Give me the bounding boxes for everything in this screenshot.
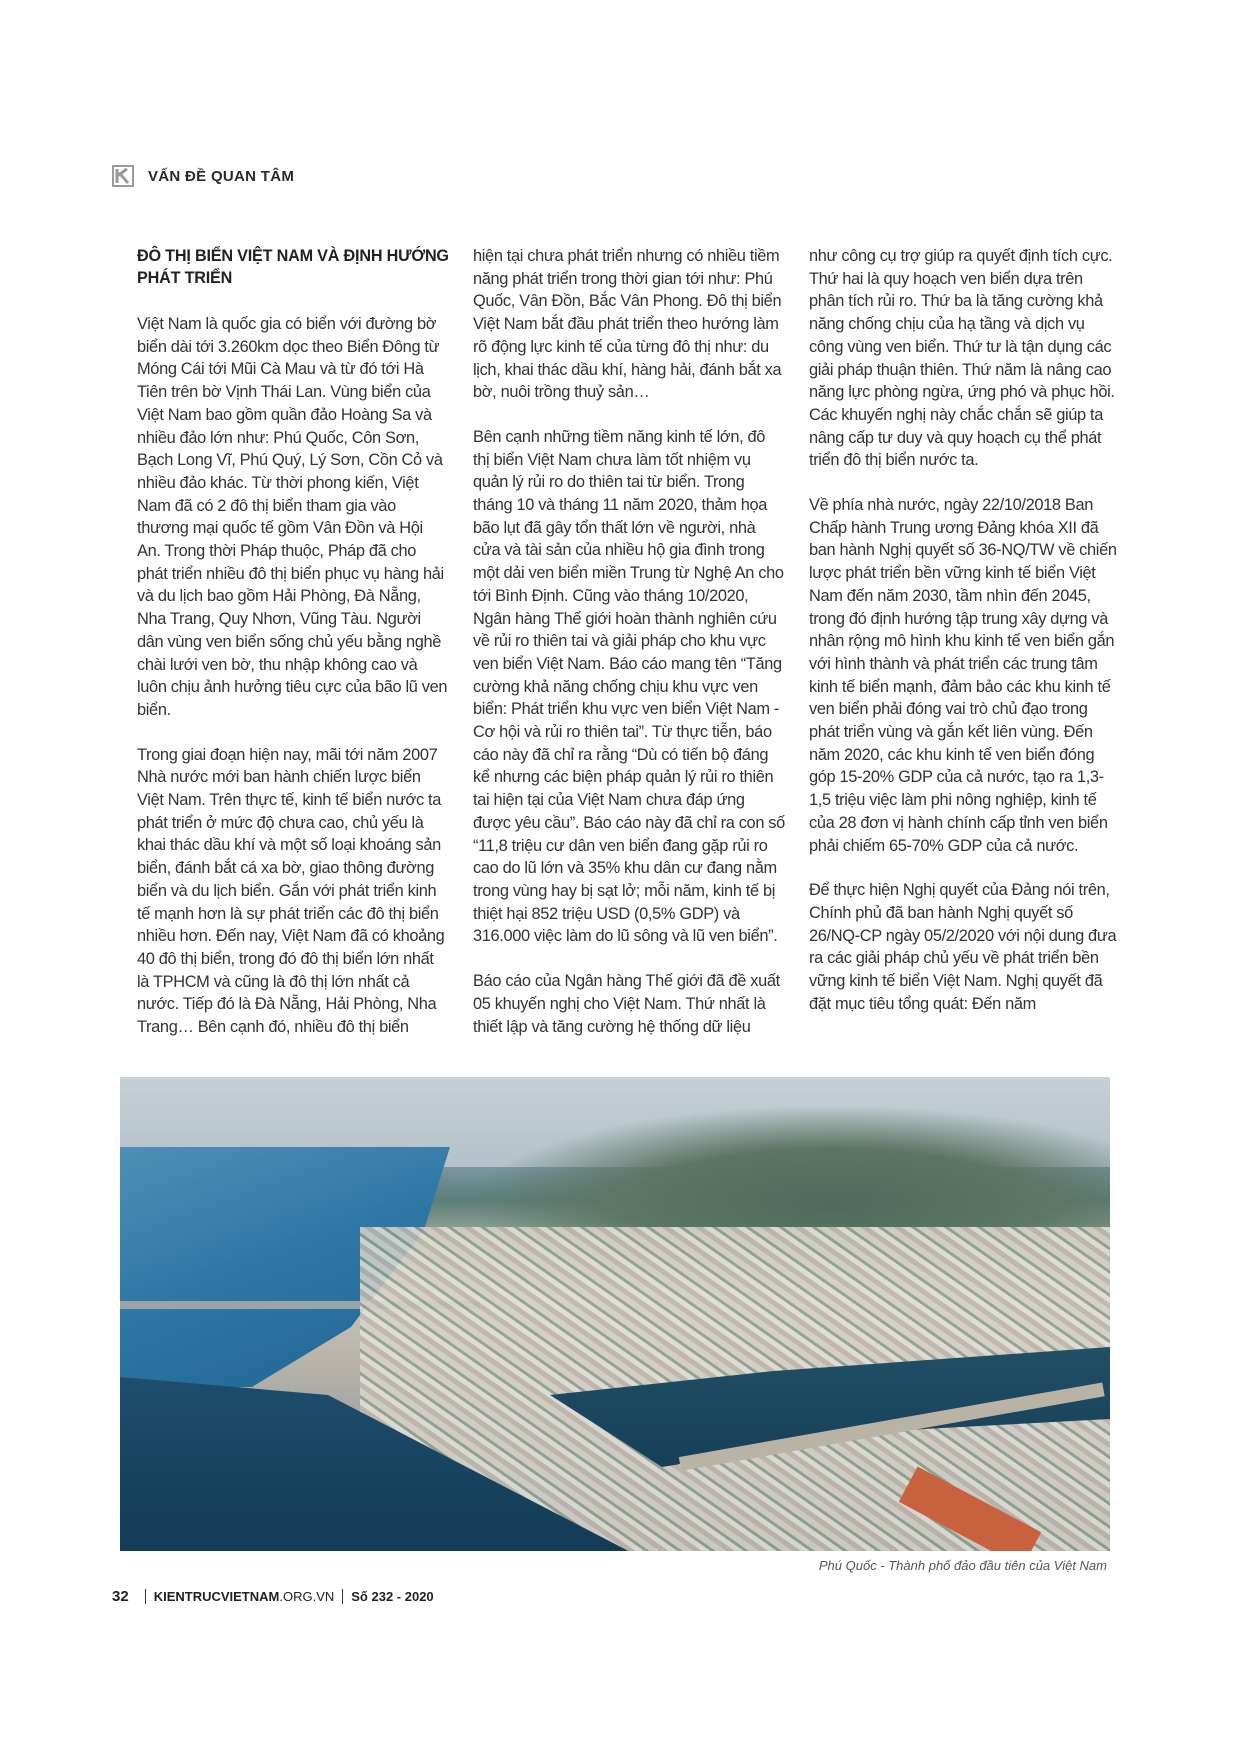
paragraph: Bên cạnh những tiềm năng kinh tế lớn, đô thị biển Việt Nam chưa làm tốt nhiệm vụ quản lý rủi ro do thiên tai từ biển. Trong tháng 10 và tháng 11 năm 2020, thảm họa bão lụt đã gây tổn thất lớn về người, nhà cửa và tài sản của nhiều hộ gia đình trong một dải ven biển miền Trung từ Nghệ An cho tới Bình Định. Cũng vào tháng 10/2020, Ngân hàng Thế giới hoàn thành nghiên cứu về rủi ro thiên tai và giải pháp cho khu vực ven biển Việt Nam. Báo cáo mang tên “Tăng cường khả năng chống chịu khu vực ven biển: Phát triển khu vực ven biển Việt Nam - Cơ hội và rủi ro thiên tai”. Từ thực tiễn, báo cáo này đã chỉ ra rằng “Dù có tiến bộ đáng kể nhưng các biện pháp quản lý rủi ro thiên tai hiện tại của Việt Nam chưa đáp ứng được yêu cầu”. Báo cáo này đã chỉ ra con số “11,8 triệu cư dân ven biển đang gặp rủi ro cao do lũ lớn và 35% khu dân cư đang nằm trong vùng hay bị sạt lở; mỗi năm, kinh tế bị thiệt hại 852 triệu USD (0,5% GDP) và 316.000 việc làm do lũ sông và lũ ven biển”. [473,427,785,946]
site-name [154,1589,335,1604]
magazine-logo-icon [112,165,134,187]
footer-divider [342,1589,343,1604]
article-body [137,245,1137,1045]
paragraph: Để thực hiện Nghị quyết của Đảng nói trên, Chính phủ đã ban hành Nghị quyết số 26/NQ-CP ngày 05/2/2020 với nội dung đưa ra các giải pháp chủ yếu về phát triển bền vững kinh tế biển Việt Nam. Nghị quyết đã đặt mục tiêu tổng quát: Đến năm [809,881,1117,1013]
article-column-3 [809,245,1121,1038]
article-title: ĐÔ THỊ BIỂN VIỆT NAM VÀ ĐỊNH HƯỚNG PHÁT TRIỂN [137,247,449,287]
footer-divider [145,1589,146,1604]
paragraph: Về phía nhà nước, ngày 22/10/2018 Ban Chấp hành Trung ương Đảng khóa XII đã ban hành Nghị quyết số 36-NQ/TW về chiến lược phát triển bền vững kinh tế biển Việt Nam đến năm 2030, tầm nhìn đến 2045, trong đó định hướng tập trung xây dựng và nhân rộng mô hình khu kinh tế ven biển gắn với hình thành và phát triển các trung tâm kinh tế biển mạnh, đảm bảo các khu kinh tế ven biển phải đóng vai trò chủ đạo trong phát triển vùng và gắn kết liên vùng. Đến năm 2020, các khu kinh tế ven biển đóng góp 15-20% GDP của cả nước, tạo ra 1,3-1,5 triệu việc làm phi nông nghiệp, kinh tế của 28 đơn vị hành chính cấp tỉnh ven biển phải chiếm 65-70% GDP của cả nước. [809,496,1117,855]
page-number: 32 [112,1588,129,1605]
section-header [112,165,294,187]
page-footer [112,1588,434,1605]
paragraph: như công cụ trợ giúp ra quyết định tích cực. Thứ hai là quy hoạch ven biển dựa trên phân tích rủi ro. Thứ ba là tăng cường khả năng chống chịu của hạ tầng và dịch vụ công vùng ven biển. Thứ tư là tận dụng các giải pháp thuận thiên. Thứ năm là nâng cao năng lực phòng ngừa, ứng phó và phục hồi. Các khuyến nghị này chắc chắn sẽ giúp ta nâng cấp tư duy và quy hoạch cụ thể phát triển đô thị biển nước ta. [809,247,1115,470]
site-name-bold: KIENTRUCVIETNAM [153,1589,280,1604]
paragraph: Trong giai đoạn hiện nay, mãi tới năm 2007 Nhà nước mới ban hành chiến lược biển Việt Nam. Trên thực tế, kinh tế biển nước ta phát triển ở mức độ chưa cao, chủ yếu là khai thác dầu khí và một số loại khoáng sản biển, đánh bắt cá xa bờ, giao thông đường biển và du lịch biển. Gắn với phát triển kinh tế mạnh hơn là sự phát triển các đô thị biển nhiều hơn. Đến nay, Việt Nam đã có khoảng 40 đô thị biển, trong đó đô thị biển lớn nhất là TPHCM và cũng là đô thị lớn nhất cả nước. Tiếp đó là Đà Nẵng, Hải Phòng, Nha Trang… Bên cạnh đó, nhiều đô thị biển [137,745,445,1037]
section-label: VẤN ĐỀ QUAN TÂM [148,167,295,185]
article-column-1 [137,245,449,1061]
photo-hills [480,1107,1110,1227]
issue-number: Số 232 - 2020 [351,1589,434,1604]
site-name-domain: .ORG.VN [279,1589,335,1604]
paragraph: Báo cáo của Ngân hàng Thế giới đã đề xuất 05 khuyến nghị cho Việt Nam. Thứ nhất là thiết lập và tăng cường hệ thống dữ liệu [473,972,780,1036]
photo-caption: Phú Quốc - Thành phố đảo đầu tiên của Việt Nam [818,1558,1107,1573]
aerial-photo-phu-quoc [120,1077,1110,1551]
paragraph: Việt Nam là quốc gia có biển với đường bờ biển dài tới 3.260km dọc theo Biển Đông từ Móng Cái tới Mũi Cà Mau và từ đó tới Hà Tiên trên bờ Vịnh Thái Lan. Vùng biển của Việt Nam bao gồm quần đảo Hoàng Sa và nhiều đảo lớn như: Phú Quốc, Côn Sơn, Bạch Long Vĩ, Phú Quý, Lý Sơn, Cồn Cỏ và nhiều đảo khác. Từ thời phong kiến, Việt Nam đã có 2 đô thị biển tham gia vào thương mại quốc tế gồm Vân Đồn và Hội An. Trong thời Pháp thuộc, Pháp đã cho phát triển nhiều đô thị biển phục vụ hàng hải và du lịch bao gồm Hải Phòng, Đà Nẵng, Nha Trang, Quy Nhơn, Vũng Tàu. Người dân vùng ven biển sống chủ yếu bằng nghề chài lưới ven bờ, thu nhập không cao và luôn chịu ảnh hưởng tiêu cực của bão lũ ven biển. [137,315,448,719]
article-column-2 [473,245,785,1060]
paragraph: hiện tại chưa phát triển nhưng có nhiều tiềm năng phát triển trong thời gian tới như: Phú Quốc, Vân Đồn, Bắc Vân Phong. Đô thị biển Việt Nam bắt đầu phát triển theo hướng làm rõ động lực kinh tế của từng đô thị như: du lịch, khai thác dầu khí, hàng hải, đánh bắt xa bờ, nuôi trồng thuỷ sản… [473,247,782,402]
